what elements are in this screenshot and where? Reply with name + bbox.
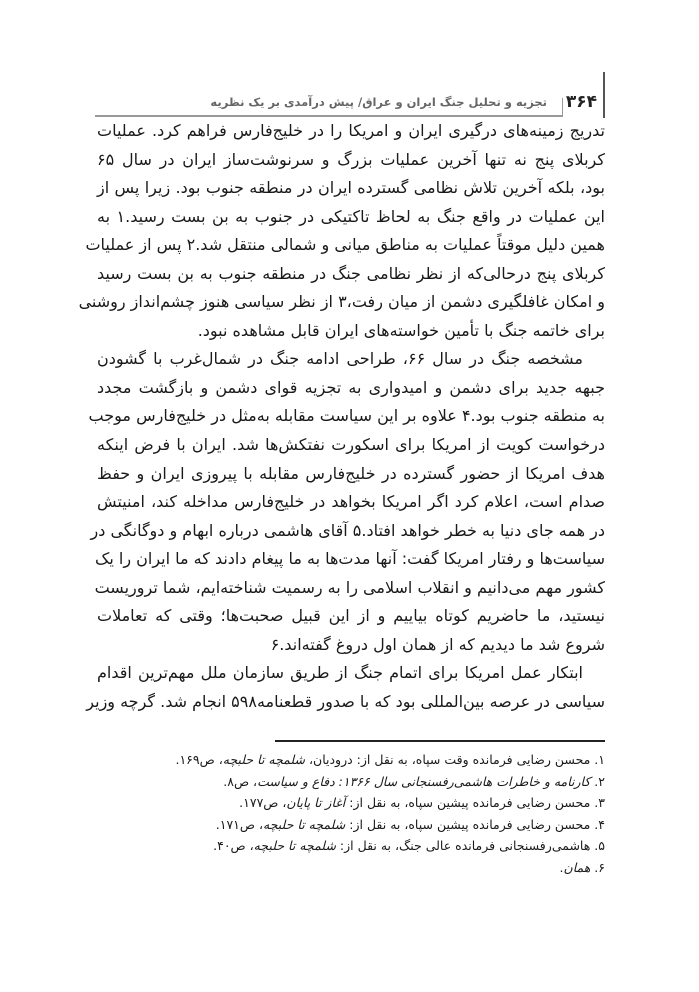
footnote-text: ۲.	[590, 773, 605, 789]
footnote-source-title: شلمچه تا حلبچه	[253, 838, 336, 854]
footnote	[97, 771, 605, 793]
footnote-text: ۴. محسن رضایی فرمانده پیشین سپاه، به نقل از:	[345, 816, 605, 832]
body-line: و امکان غافلگیری دشمن از میان رفت،۳ از نظر سیاسی هنوز چشم‌انداز روشنی	[78, 292, 605, 312]
footnote	[97, 857, 605, 879]
footnote-source-title: شلمچه تا حلبچه	[263, 816, 346, 832]
body-line: کربلای پنج درحالی‌که از نظر نظامی جنگ در منطقه جنوب به بن بست رسید	[97, 263, 605, 283]
body-line: به منطقه جنوب بود.۴ علاوه بر این سیاست مقابله به‌مثل در خلیج‌فارس موجب	[88, 406, 605, 426]
body-line: درخواست کویت از امریکا برای اسکورت نفتکش‌ها شد. ایران با فرض اینکه	[97, 435, 605, 455]
footnote-source-title: همان	[563, 859, 591, 875]
body-line: سیاسی در عرصه بین‌المللی بود که با صدور قطعنامه۵۹۸ انجام شد. گرچه وزیر	[86, 691, 605, 711]
footnote	[97, 792, 605, 814]
body-line: در همه جای دنیا به خطر خواهد افتاد.۵ آقای هاشمی درباره ابهام و دوگانگی در	[90, 520, 605, 540]
footnote-text: ۱. محسن رضایی فرمانده وقت سپاه، به نقل از: درودیان،	[305, 752, 605, 767]
footnote-text: ، ص۱۷۷.	[239, 795, 287, 811]
footnote-text: ، ص۴۰.	[213, 838, 254, 854]
body-line: تدریج زمینه‌های درگیری ایران و امریکا را در خلیج‌فارس فراهم کرد. عملیات	[97, 121, 605, 140]
footnote-text: ، ص۱۶۹.	[175, 752, 223, 767]
header-rule-tick	[562, 98, 563, 117]
body-line: بود، بلکه آخرین تلاش نظامی گسترده ایران در منطقه جنوب بود. زیرا پس از	[97, 178, 605, 198]
body-line: این عملیات در واقع جنگ به لحاظ تاکتیکی در جنوب به بن بست رسید.۱ به	[97, 206, 606, 226]
footnote-source-title: شلمچه تا حلبچه	[222, 752, 306, 767]
header-vertical-rule	[603, 72, 605, 118]
body-text	[78, 117, 606, 716]
footnote-text: ، ص۱۷۱.	[215, 816, 264, 832]
body-line: هدف امریکا از حضور گسترده در خلیج‌فارس مقابله با پیروزی ایران و حفظ	[97, 463, 605, 483]
page-number: ۳۶۴	[565, 92, 597, 112]
body-line: صدام است، اعلام کرد اگر امریکا بخواهد در خلیج‌فارس مداخله کند، امنیتش	[97, 492, 605, 512]
body-line: ابتکار عمل امریکا برای اتمام جنگ از طریق سازمان ملل مهم‌ترین اقدام	[97, 663, 583, 683]
footnotes	[97, 749, 605, 879]
footnote-text: ، ص۸.	[223, 773, 258, 789]
body-line: جبهه جدید برای دشمن و امیدواری به تجزیه قوای دشمن و بازگشت مجدد	[97, 377, 605, 397]
body-line: همین دلیل موقتاً عملیات به مناطق میانی و شمالی منتقل شد.۲ پس از عملیات	[85, 235, 605, 255]
footnote-source-title: آغاز تا پایان	[286, 795, 346, 811]
footnote-text: ۳. محسن رضایی فرمانده پیشین سپاه، به نقل از:	[345, 795, 605, 811]
body-line: کشور مهم می‌دانیم و انقلاب اسلامی را به رسمیت شناخته‌ایم، شما تروریست	[94, 577, 605, 597]
body-line: برای خاتمه جنگ با تأمین خواسته‌های ایران قابل مشاهده نبود.	[197, 320, 605, 340]
footnote-text: ۵. هاشمی‌رفسنجانی فرمانده عالی جنگ، به نقل از:	[335, 838, 605, 854]
body-line: نیستید، ما حاضریم کوتاه بیاییم و از این قبیل صحبت‌ها؛ وقتی که تعاملات	[97, 606, 605, 626]
running-title: تجزیه و تحلیل جنگ ایران و عراق/ پیش درآمدی بر یک نظریه	[210, 95, 547, 109]
footnote-text: .	[559, 859, 564, 875]
footnote	[97, 835, 605, 857]
footnote-separator	[275, 740, 605, 742]
footnote-text: ۶.	[590, 859, 605, 875]
footnote	[97, 749, 605, 771]
body-line: کربلای پنج نه تنها آخرین عملیات بزرگ و سرنوشت‌ساز ایران در سال ۶۵	[97, 149, 605, 169]
footnote-source-title: کارنامه و خاطرات هاشمی‌رفسنجانی سال ۱۳۶۶: دفاع و سیاست	[257, 773, 591, 789]
body-line: شروع شد ما دیدیم که از همان اول دروغ گفته‌اند.۶	[270, 634, 605, 654]
footnote	[97, 814, 605, 836]
body-line: مشخصه جنگ در سال ۶۶، طراحی ادامه جنگ در شمال‌غرب با گشودن	[97, 349, 584, 369]
body-line: سیاست‌ها و رفتار امریکا گفت: آنها مدت‌ها به ما پیغام دادند که ما ایران را یک	[95, 549, 605, 569]
running-header	[95, 70, 605, 118]
